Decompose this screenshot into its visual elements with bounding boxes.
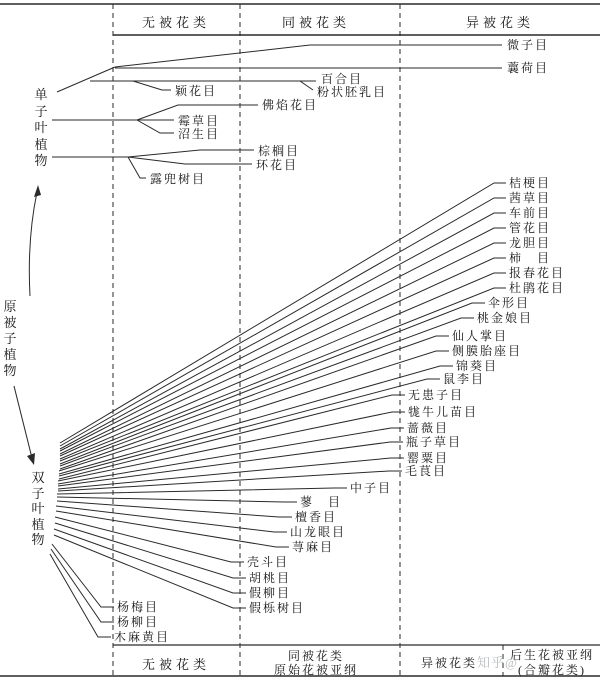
order-label: 车前目 (509, 206, 552, 220)
evolution-arrows (14, 185, 41, 465)
order-label: 仙人掌目 (452, 329, 509, 343)
order-label: 荨麻目 (292, 540, 335, 554)
order-label: 桃金娘目 (477, 311, 534, 325)
order-label: 蘘荷目 (507, 61, 550, 75)
order-label: 侧膜胎座目 (452, 344, 523, 358)
bottom-header-heterochlamydeae: 异被花类 (420, 656, 478, 670)
order-label: 环花目 (256, 158, 299, 172)
order-label: 杨柳目 (117, 615, 160, 629)
order-label: 霉草目 (178, 114, 221, 128)
order-label: 杨梅目 (117, 600, 160, 614)
order-label: 百合目 (321, 72, 364, 86)
order-label: 沼生目 (178, 127, 221, 141)
order-label: 瓶子草目 (406, 435, 463, 449)
group-label-proto-angiosperms: 原被子植物 (3, 299, 17, 378)
order-label: 报春花目 (509, 266, 566, 280)
order-label: 中子目 (350, 481, 393, 495)
bottom-header-metachlamydeae: 后生花被亚纲 (509, 648, 595, 662)
arrowhead-down (27, 453, 35, 465)
bottom-header-monochlamydeae: 同被花类 (287, 649, 345, 663)
order-label: 牻牛儿苗目 (408, 405, 479, 419)
order-label: 假栎树目 (249, 601, 306, 615)
order-label: 胡桃目 (249, 571, 292, 585)
order-label: 佛焰花目 (262, 98, 319, 112)
zhihu-watermark: 知乎@ (477, 655, 518, 670)
order-label: 颖花目 (175, 84, 218, 98)
order-label: 无患子目 (408, 388, 465, 402)
arrowhead-up (34, 185, 41, 197)
bottom-header-apetalae: 无被花类 (141, 657, 211, 672)
order-label: 假柳目 (249, 586, 292, 600)
order-label: 粉状胚乳目 (317, 85, 388, 99)
order-label: 管花目 (509, 221, 552, 235)
order-label: 锦葵目 (456, 359, 499, 373)
order-label: 伞形目 (488, 296, 531, 310)
order-label: 柿 目 (509, 251, 552, 265)
order-label: 杜鹃花目 (509, 281, 566, 295)
order-label: 壳斗目 (247, 555, 290, 569)
order-label: 茜草目 (509, 191, 552, 205)
top-header-heterochlamydeae: 异被花类 (465, 15, 535, 30)
order-label: 龙胆目 (509, 236, 552, 250)
group-label-monocots: 单子叶植物 (34, 87, 48, 168)
top-header-apetalae: 无被花类 (141, 15, 211, 30)
order-label: 微子目 (507, 38, 550, 52)
group-label-dicots: 双子叶植物 (31, 470, 45, 547)
order-label: 蔷薇目 (407, 421, 450, 435)
top-header-monochlamydeae: 同被花类 (281, 15, 351, 30)
order-label: 蓼 目 (300, 495, 343, 509)
bottom-header-sympetalae: (合瓣花类) (518, 663, 586, 677)
order-label: 桔梗目 (509, 176, 552, 190)
order-label: 棕榈目 (258, 144, 301, 158)
bottom-header-archichlamydeae: 原始花被亚纲 (273, 663, 359, 677)
order-label: 檀香目 (295, 510, 338, 524)
order-label: 露兜树目 (150, 172, 207, 186)
order-label: 鼠李目 (443, 372, 486, 386)
order-label: 木麻黄目 (114, 630, 171, 644)
order-label: 罂粟目 (407, 451, 450, 465)
order-label: 毛茛目 (405, 464, 448, 478)
order-label: 山龙眼目 (290, 525, 347, 539)
